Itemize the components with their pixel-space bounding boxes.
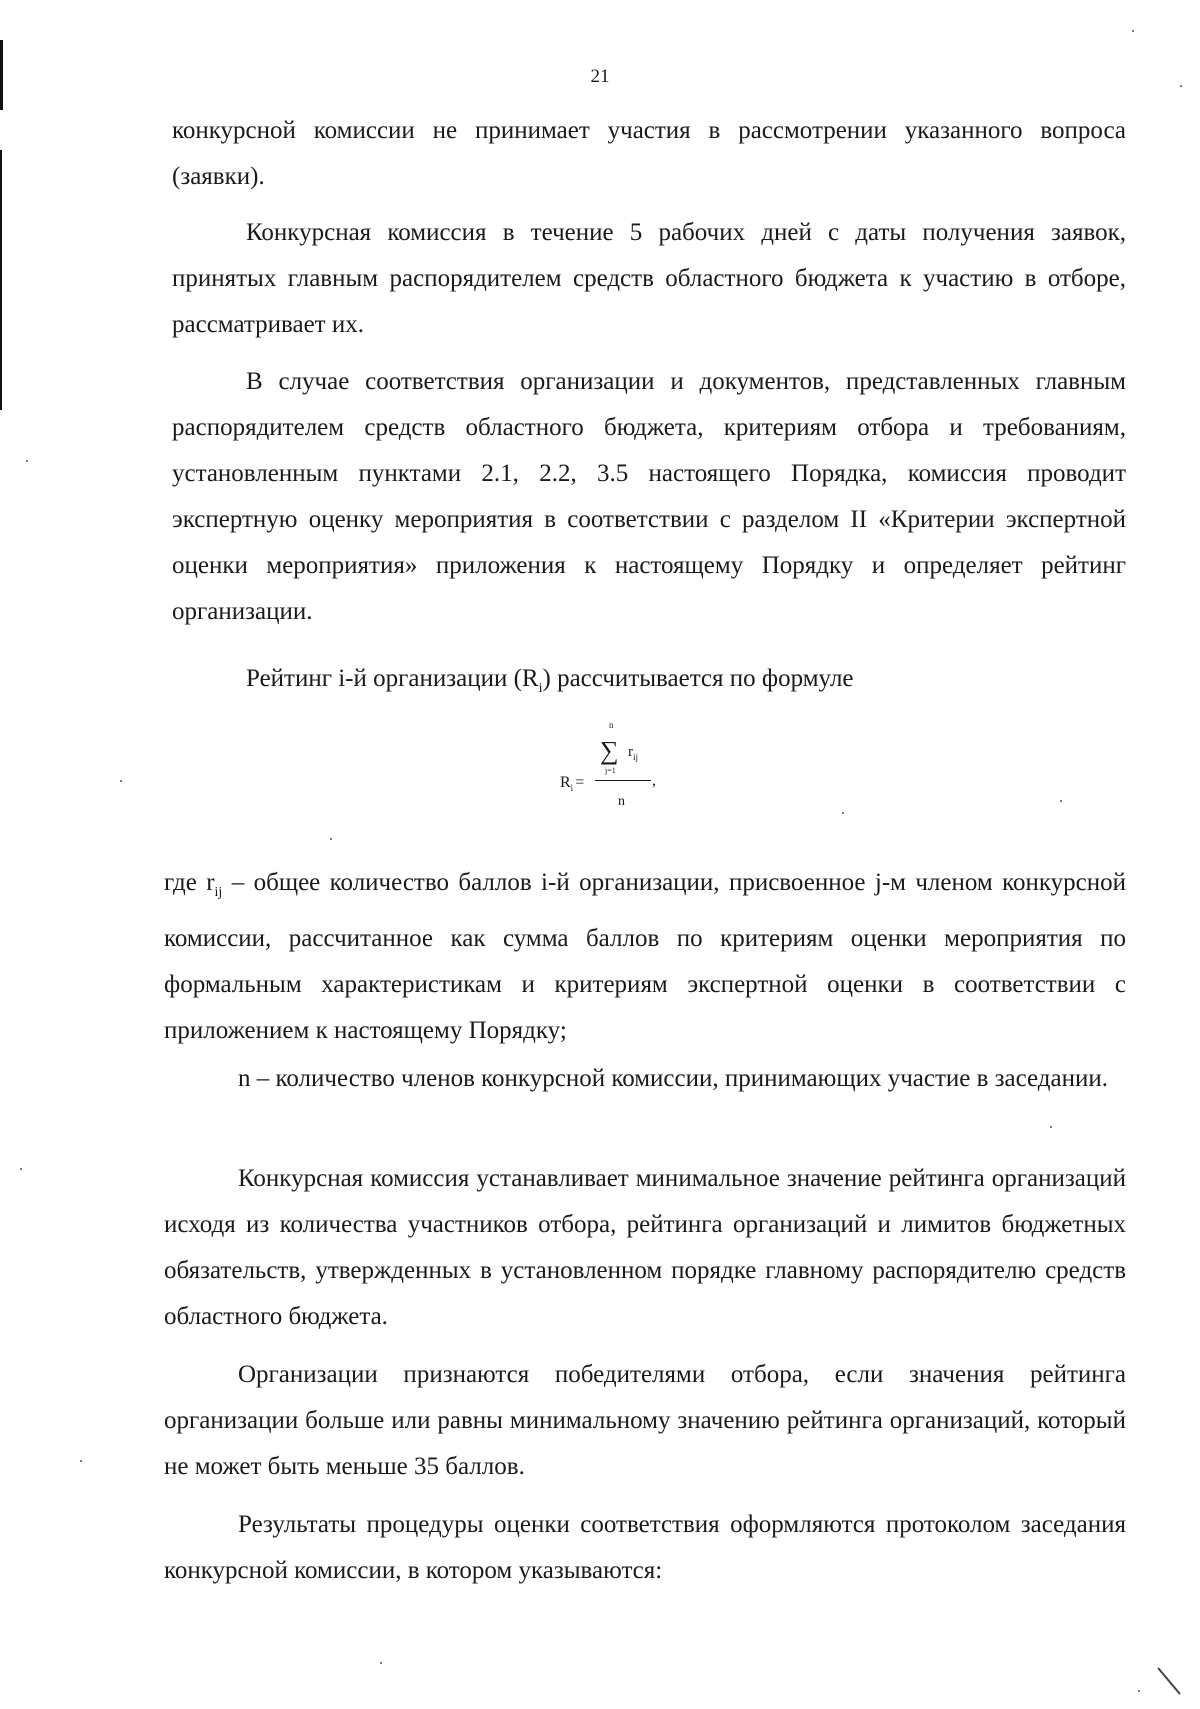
paragraph — [164, 860, 1126, 1054]
scan-speck — [1132, 30, 1134, 32]
formula-lower-limit: j=1 — [605, 766, 616, 775]
scan-stroke — [1157, 1667, 1180, 1694]
scan-speck — [1060, 800, 1062, 802]
scan-speck — [380, 1662, 382, 1664]
formula-upper-limit: n — [609, 720, 614, 730]
formula-denominator: n — [618, 794, 625, 809]
formula-intro-subscript: i — [538, 681, 543, 696]
definition-subscript: ij — [214, 885, 223, 900]
page-number: 21 — [590, 66, 610, 87]
scan-speck — [1138, 1690, 1140, 1692]
paragraph: n – количество членов конкурсной комиссии, принимающих участие в заседании. — [238, 1065, 1109, 1092]
formula-lhs-base: R — [560, 774, 571, 791]
paragraph: В случае соответствия организации и документов, представленных главным распорядителем средств областного бюджета, критериям отбора и требованиям, установленным пунктами 2.1, 2.2, 3.5 настоящего Порядка, комиссия проводит экспертную оценку мероприятия в соответствии с разделом II «Критерии экспертной оценки мероприятия» приложения к настоящему Порядку и определяет рейтинг организации. — [172, 368, 1126, 625]
paragraph: Организации признаются победителями отбора, если значения рейтинга организации больше или равны минимальному значению рейтинга организаций, который не может быть меньше 35 баллов. — [164, 1361, 1126, 1480]
fraction-line — [595, 780, 651, 781]
definition-text: где r — [164, 869, 215, 896]
formula-intro — [172, 656, 1126, 712]
scan-margin-mark — [0, 150, 2, 410]
formula-comma: , — [652, 772, 656, 789]
scan-speck — [1050, 1126, 1052, 1128]
paragraph: Результаты процедуры оценки соответствия оформляются протоколом заседания конкурсной комиссии, в котором указываются: — [164, 1511, 1126, 1584]
formula-lhs-subscript: i — [570, 783, 574, 794]
formula-lhs — [560, 774, 584, 793]
formula-intro-text: Рейтинг i-й организации (R — [246, 665, 539, 692]
scan-speck — [20, 1168, 22, 1170]
formula-summand-base: r — [628, 744, 633, 760]
definition-text-end: – общее количество баллов i-й организации, присвоенное j-м членом конкурсной комиссии, рассчитанное как сумма баллов по критериям оценки мероприятия по формальным характеристикам и критериям экспертной оценки в соответствии с приложением к настоящему Порядку; — [164, 869, 1127, 1044]
scan-speck — [1180, 85, 1182, 87]
paragraph: Конкурсная комиссия в течение 5 рабочих дней с даты получения заявок, принятых главным распорядителем средств областного бюджета к участию в отборе, рассматривает их. — [172, 219, 1126, 338]
formula-equals: = — [575, 774, 585, 791]
scan-speck — [330, 838, 332, 840]
scan-speck — [842, 812, 844, 814]
rating-formula — [560, 720, 690, 820]
formula-summand — [628, 744, 638, 762]
scan-speck — [120, 780, 122, 782]
sigma-symbol: ∑ — [600, 736, 619, 765]
scan-speck — [26, 460, 28, 462]
paragraph: конкурсной комиссии не принимает участия в рассмотрении указанного вопроса (заявки). — [172, 117, 1126, 190]
formula-intro-text-end: ) рассчитывается по формуле — [542, 665, 854, 692]
paragraph: Конкурсная комиссия устанавливает минимальное значение рейтинга организаций исходя из количества участников отбора, рейтинга организаций и лимитов бюджетных обязательств, утвержденных в установленном порядке главному распорядителю средств областного бюджета. — [164, 1165, 1126, 1330]
formula-summand-subscript: ij — [633, 752, 639, 762]
scan-speck — [80, 1460, 82, 1462]
